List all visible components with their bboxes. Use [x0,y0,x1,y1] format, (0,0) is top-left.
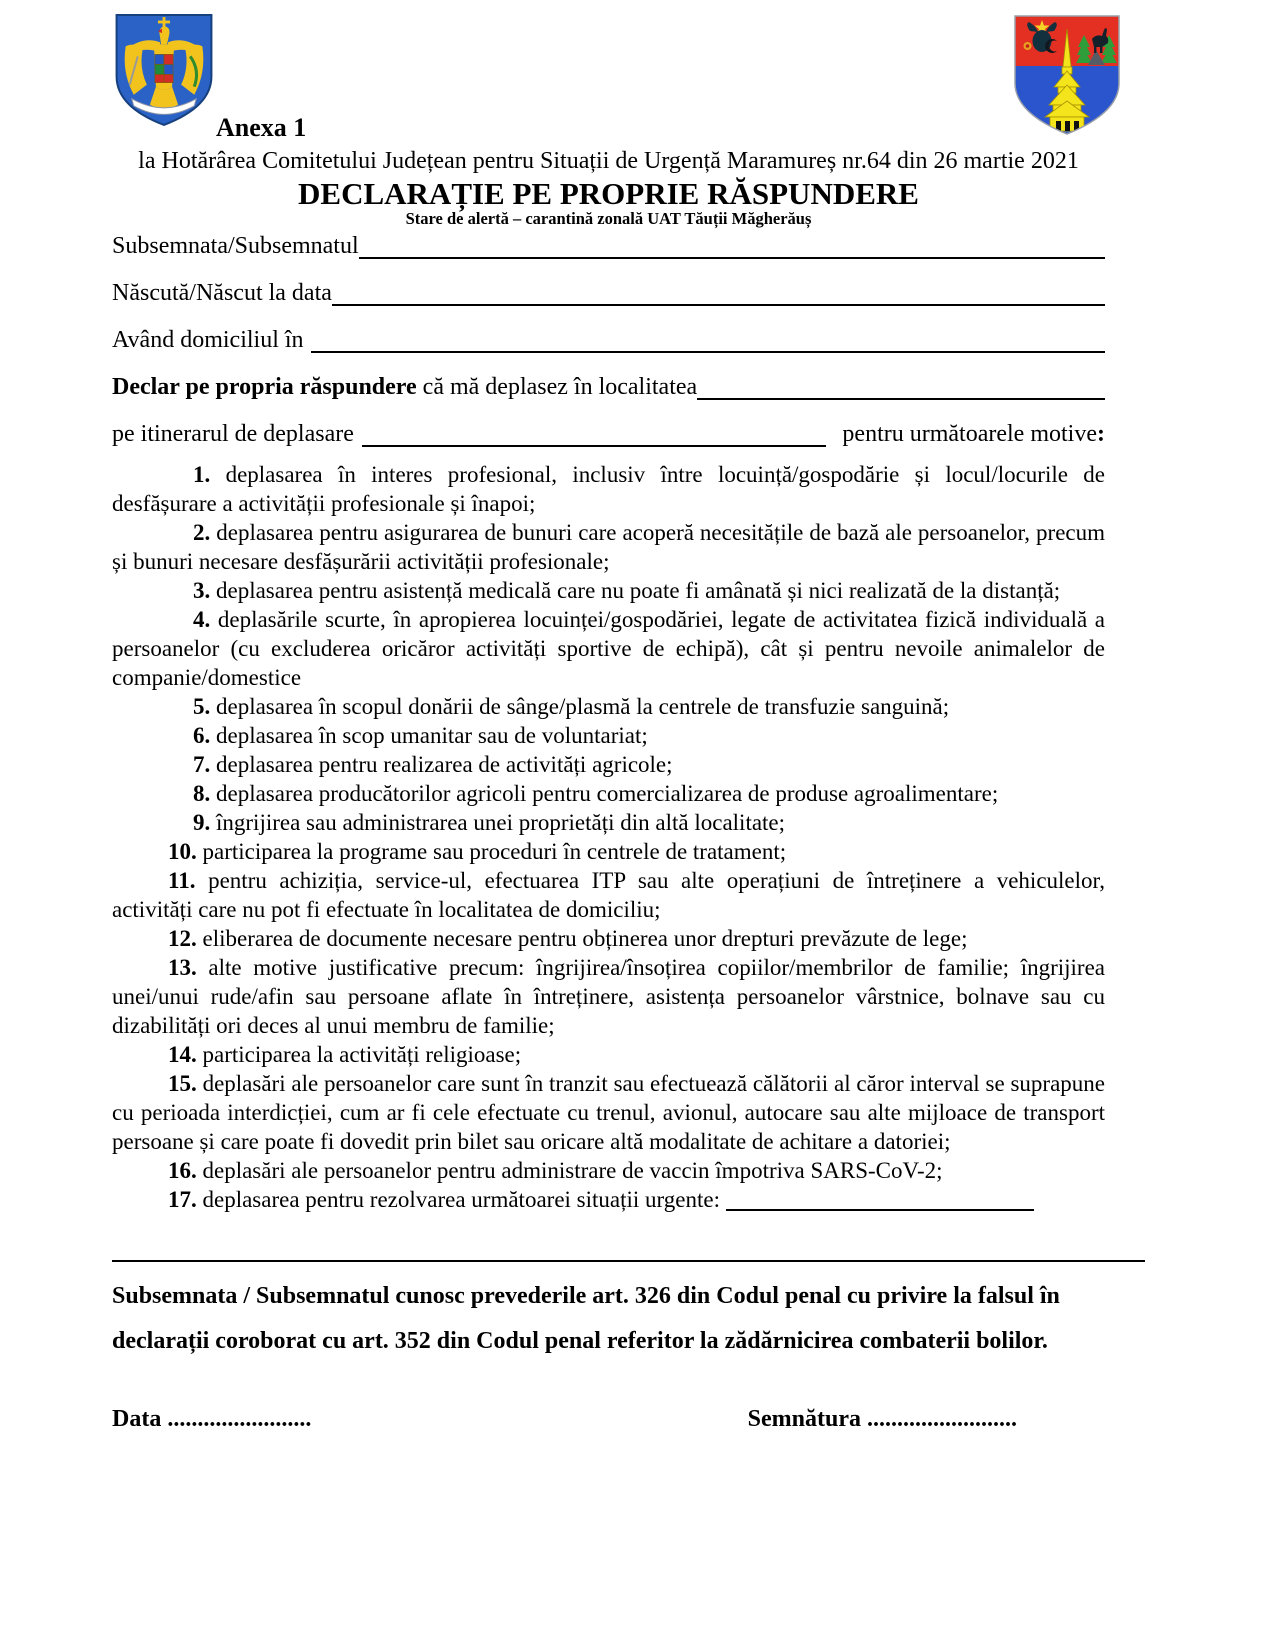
reason-text: deplasarea în interes profesional, inclusiv între locuință/gospodărie și locul/locurile de desfășurare a activității profesionale și înapoi; [112,462,1105,516]
itinerar-blank-line [362,442,827,447]
reason-item-17 [112,1185,1105,1214]
motive-colon: : [1097,421,1105,447]
page-subtitle: Stare de alertă – carantină zonală UAT Tăuții Măgherăuș [405,209,812,228]
reason-number: 9. [193,810,211,835]
reason-number: 1. [193,462,211,487]
signature-line [748,1404,1017,1434]
field-row-domiciliu [112,327,1105,353]
reason-item-8 [112,779,1105,808]
declar-label [112,374,697,400]
reason-item-16 [112,1156,1105,1185]
reason-item-1 [112,460,1105,518]
itinerar-label: pe itinerarul de deplasare [112,421,354,447]
reason-number: 12. [168,926,197,951]
reason-text: alte motive justificative precum: îngrijirea/însoțirea copiilor/membrilor de familie; îngrijirea unei/unui rude/afin sau persoane aflate în întreținere, asistența persoanelor vârstnice, bolnave sau cu dizabilități ori deces al unui membru de familie; [112,955,1105,1038]
subsemnata-label: Subsemnata/Subsemnatul [112,233,359,259]
reasons-list [112,460,1105,1214]
reason-text: eliberarea de documente necesare pentru obținerea unor drepturi prevăzute de lege; [202,926,968,951]
domiciliu-label: Având domiciliul în [112,327,304,353]
signature-dots: ......................... [867,1406,1017,1432]
annex-label: Anexa 1 [216,113,307,142]
reason-number: 14. [168,1042,197,1067]
reason-item-15 [112,1069,1105,1156]
reason-item-9 [112,808,1105,837]
reason-number: 2. [193,520,211,545]
subsemnata-blank-line [359,254,1105,259]
signature-row [112,1404,1105,1434]
reason-text: deplasarea pentru asistență medicală care nu poate fi amânată și nici realizată de la distanță; [216,578,1061,603]
domiciliu-blank-line [311,348,1105,353]
separator-line [112,1260,1145,1262]
reason-text: deplasarea în scop umanitar sau de voluntariat; [216,723,648,748]
reason-item-2 [112,518,1105,576]
header-reference-line: la Hotărârea Comitetului Județean pentru Situații de Urgență Maramureș nr.64 din 26 martie 2021 [138,148,1079,174]
field-row-itinerar [112,421,1105,447]
maramures-county-coat-of-arms-icon [1012,13,1122,137]
reason-number: 3. [193,578,211,603]
reason-item-7 [112,750,1105,779]
legal-paragraph: Subsemnata / Subsemnatul cunosc prevederile art. 326 din Codul penal cu privire la falsul în declarații coroborat cu art. 352 din Codul penal referitor la zădărnicirea combaterii bolilor. [112,1283,1060,1354]
reason-item-12 [112,924,1105,953]
nascuta-blank-line [332,301,1105,306]
declar-bold-text: Declar pe propria răspundere [112,374,417,400]
motive-label-text: pentru următoarele motive [842,421,1097,447]
reason-text: deplasarea pentru asigurarea de bunuri care acoperă necesitățile de bază ale persoanelor, precum și bunuri necesare desfășurării activității profesionale; [112,520,1105,574]
field-row-declar [112,374,1105,400]
declar-rest-text: că mă deplasez în localitatea [422,374,698,400]
date-label: Data [112,1406,162,1432]
reason-text: participarea la activități religioase; [202,1042,522,1067]
reason-text: participarea la programe sau proceduri în centrele de tratament; [202,839,787,864]
urgent-situation-blank-line [726,1209,1034,1211]
reason-item-10 [112,837,1105,866]
reason-item-14 [112,1040,1105,1069]
date-dots: ........................ [167,1406,312,1432]
reason-number: 15. [168,1071,197,1096]
reason-number: 5. [193,694,211,719]
reason-number: 7. [193,752,211,777]
field-row-subsemnata [112,233,1105,259]
reason-item-3 [112,576,1105,605]
reason-text: deplasările scurte, în apropierea locuinței/gospodăriei, legate de activitatea fizică individuală a persoanelor (cu excluderea oricăror activități sportive de echipă), cât și pentru nevoile animalelor de companie/domestice [112,607,1106,690]
signature-label: Semnătura [747,1406,861,1432]
reason-item-11 [112,866,1105,924]
reason-item-5 [112,692,1105,721]
reason-number: 16. [168,1158,197,1183]
reason-text: pentru achiziția, service-ul, efectuarea ITP sau alte operațiuni de întreținere a vehiculelor, activități care nu pot fi efectuate în localitatea de domiciliu; [112,868,1106,922]
reason-text: deplasarea pentru rezolvarea următoarei situații urgente: [202,1187,720,1212]
reason-item-13 [112,953,1105,1040]
reason-item-6 [112,721,1105,750]
reason-number: 13. [168,955,197,980]
reason-text: deplasări ale persoanelor care sunt în tranzit sau efectuează călătorii al căror interval se suprapune cu perioada interdicției, cum ar fi cele efectuate cu trenul, avionul, autocare sau alte mijloace de transport persoane și care poate fi dovedit prin bilet sau oricare altă modalitate de achitare a datoriei; [112,1071,1105,1154]
reason-number: 4. [193,607,211,632]
romania-coat-of-arms-icon [113,12,215,128]
reason-text: deplasarea producătorilor agricoli pentru comercializarea de produse agroalimentare; [216,781,999,806]
nascuta-label: Născută/Născut la data [112,280,332,306]
reason-text: deplasarea pentru realizarea de activități agricole; [216,752,673,777]
reason-number: 11. [168,868,196,893]
reason-text: deplasări ale persoanelor pentru administrare de vaccin împotriva SARS-CoV-2; [202,1158,943,1183]
reason-item-4 [112,605,1105,692]
reason-number: 6. [193,723,211,748]
page-title: DECLARAȚIE PE PROPRIE RĂSPUNDERE [298,176,919,211]
reason-text: îngrijirea sau administrarea unei proprietăți din altă localitate; [216,810,786,835]
date-line [112,1404,311,1434]
localitate-blank-line [697,395,1105,400]
reason-text: deplasarea în scopul donării de sânge/plasmă la centrele de transfuzie sanguină; [216,694,950,719]
reason-number: 17. [168,1187,197,1212]
field-row-nascuta [112,280,1105,306]
reason-number: 10. [168,839,197,864]
reason-number: 8. [193,781,211,806]
motive-label [842,421,1105,447]
